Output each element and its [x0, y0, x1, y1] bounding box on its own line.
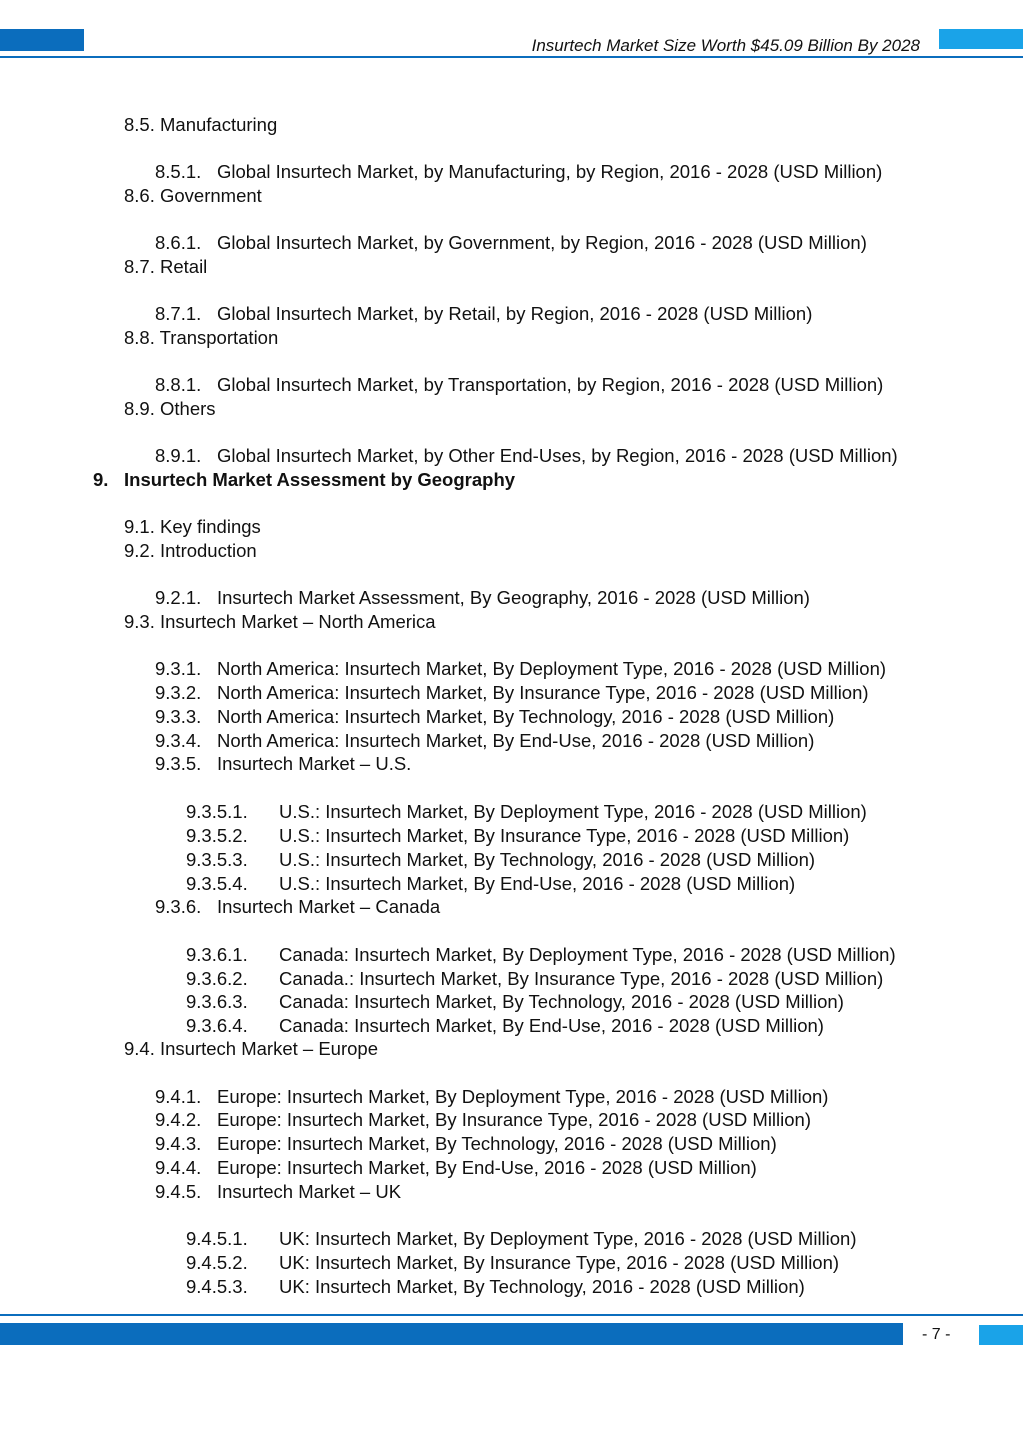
- toc-entry-label: Canada: Insurtech Market, By End-Use, 2016 - 2028 (USD Million): [279, 1015, 824, 1036]
- toc-entry-label: Insurtech Market – Canada: [217, 896, 441, 917]
- toc-entry-label: Insurtech Market – U.S.: [217, 753, 412, 774]
- toc-entry-number: 9.4.5.2.: [186, 1252, 248, 1273]
- toc-entry-number: 9.3.6.3.: [186, 991, 248, 1012]
- toc-entry-number: 9.3.3.: [155, 706, 202, 727]
- toc-entry-label: Europe: Insurtech Market, By Deployment Type, 2016 - 2028 (USD Million): [217, 1086, 829, 1107]
- toc-entry-number: 8.5.1.: [155, 161, 202, 182]
- toc-entry-number: 9.4.5.1.: [186, 1228, 248, 1249]
- toc-entry-number: 9.3.5.4.: [186, 873, 248, 894]
- toc-entry-number: 9.3.5.3.: [186, 849, 248, 870]
- toc-entry-label: 9.3. Insurtech Market – North America: [124, 611, 436, 632]
- toc-entry-label: Global Insurtech Market, by Retail, by Region, 2016 - 2028 (USD Million): [217, 303, 813, 324]
- toc-entry-number: 9.4.5.3.: [186, 1276, 248, 1297]
- toc-entry-number: 9.3.5.2.: [186, 825, 248, 846]
- footer-rule: [0, 1314, 1023, 1316]
- toc-entry-label: Canada: Insurtech Market, By Technology, 2016 - 2028 (USD Million): [279, 991, 844, 1012]
- toc-entry-label: Europe: Insurtech Market, By Technology, 2016 - 2028 (USD Million): [217, 1133, 777, 1154]
- toc-entry-label: 8.5. Manufacturing: [124, 114, 278, 135]
- toc-entry-number: 8.8.1.: [155, 374, 202, 395]
- footer-right-accent: [979, 1325, 1023, 1345]
- toc-entry-label: U.S.: Insurtech Market, By End-Use, 2016 - 2028 (USD Million): [279, 873, 796, 894]
- header-title: Insurtech Market Size Worth $45.09 Billion By 2028: [531, 36, 920, 55]
- toc-entry-number: 9.4.1.: [155, 1086, 202, 1107]
- toc-entry-number: 9.: [93, 469, 109, 490]
- toc-entry-label: 9.2. Introduction: [124, 540, 257, 561]
- toc-entry-label: Global Insurtech Market, by Other End-Uses, by Region, 2016 - 2028 (USD Million): [217, 445, 898, 466]
- toc-entry-number: 9.3.4.: [155, 730, 202, 751]
- toc-entry-label: U.S.: Insurtech Market, By Technology, 2016 - 2028 (USD Million): [279, 849, 816, 870]
- toc-entry-label: 8.9. Others: [124, 398, 216, 419]
- toc-entry-number: 9.4.5.: [155, 1181, 202, 1202]
- toc-entry-label: UK: Insurtech Market, By Technology, 2016 - 2028 (USD Million): [279, 1276, 805, 1297]
- toc-entry-number: 9.3.1.: [155, 658, 202, 679]
- toc-entry-label: 9.1. Key findings: [124, 516, 261, 537]
- toc-entry-label: Global Insurtech Market, by Transportation, by Region, 2016 - 2028 (USD Million): [217, 374, 884, 395]
- toc-entry-label: UK: Insurtech Market, By Insurance Type, 2016 - 2028 (USD Million): [279, 1252, 840, 1273]
- toc-entry-label: U.S.: Insurtech Market, By Insurance Type, 2016 - 2028 (USD Million): [279, 825, 850, 846]
- toc-entry-number: 9.3.6.1.: [186, 944, 248, 965]
- toc-entry-number: 9.3.6.4.: [186, 1015, 248, 1036]
- toc-entry-number: 9.3.2.: [155, 682, 202, 703]
- toc-entry-label: 8.7. Retail: [124, 256, 208, 277]
- toc-entry-number: 8.7.1.: [155, 303, 202, 324]
- toc-entry-number: 8.9.1.: [155, 445, 202, 466]
- toc-entry-label: 8.6. Government: [124, 185, 262, 206]
- toc-entry-label: Insurtech Market Assessment by Geography: [124, 469, 516, 490]
- footer-bar: [0, 1323, 903, 1345]
- toc-entry-label: Global Insurtech Market, by Manufacturing, by Region, 2016 - 2028 (USD Million): [217, 161, 883, 182]
- toc-entry-label: UK: Insurtech Market, By Deployment Type, 2016 - 2028 (USD Million): [279, 1228, 857, 1249]
- toc-entry-label: U.S.: Insurtech Market, By Deployment Type, 2016 - 2028 (USD Million): [279, 801, 867, 822]
- toc-entry-number: 9.4.2.: [155, 1109, 202, 1130]
- toc-entry-label: Europe: Insurtech Market, By End-Use, 2016 - 2028 (USD Million): [217, 1157, 757, 1178]
- toc-entry-label: Insurtech Market Assessment, By Geography, 2016 - 2028 (USD Million): [217, 587, 810, 608]
- toc-entry-label: North America: Insurtech Market, By Technology, 2016 - 2028 (USD Million): [217, 706, 835, 727]
- toc-entry-number: 9.3.5.: [155, 753, 202, 774]
- toc-entry-number: 9.4.3.: [155, 1133, 202, 1154]
- toc-entry-label: North America: Insurtech Market, By End-Use, 2016 - 2028 (USD Million): [217, 730, 815, 751]
- toc-entry-number: 9.4.4.: [155, 1157, 202, 1178]
- toc-entry-number: 8.6.1.: [155, 232, 202, 253]
- toc-entry-number: 9.2.1.: [155, 587, 202, 608]
- header-rule: [0, 56, 1023, 58]
- page-number: - 7 -: [922, 1326, 951, 1343]
- toc-entry-label: 9.4. Insurtech Market – Europe: [124, 1038, 378, 1059]
- toc-entry-label: Global Insurtech Market, by Government, by Region, 2016 - 2028 (USD Million): [217, 232, 867, 253]
- toc-entry-label: Canada: Insurtech Market, By Deployment Type, 2016 - 2028 (USD Million): [279, 944, 896, 965]
- toc-entry-label: Europe: Insurtech Market, By Insurance Type, 2016 - 2028 (USD Million): [217, 1109, 811, 1130]
- toc-entry-label: North America: Insurtech Market, By Deployment Type, 2016 - 2028 (USD Million): [217, 658, 887, 679]
- toc-entry-number: 9.3.5.1.: [186, 801, 248, 822]
- toc-entry-number: 9.3.6.: [155, 896, 202, 917]
- toc-entry-number: 9.3.6.2.: [186, 968, 248, 989]
- toc-entry-label: North America: Insurtech Market, By Insurance Type, 2016 - 2028 (USD Million): [217, 682, 869, 703]
- toc-entry-label: Insurtech Market – UK: [217, 1181, 402, 1202]
- header-left-accent: [0, 29, 84, 51]
- header-right-accent: [939, 29, 1023, 49]
- toc-entry-label: Canada.: Insurtech Market, By Insurance Type, 2016 - 2028 (USD Million): [279, 968, 884, 989]
- toc-entry-label: 8.8. Transportation: [124, 327, 279, 348]
